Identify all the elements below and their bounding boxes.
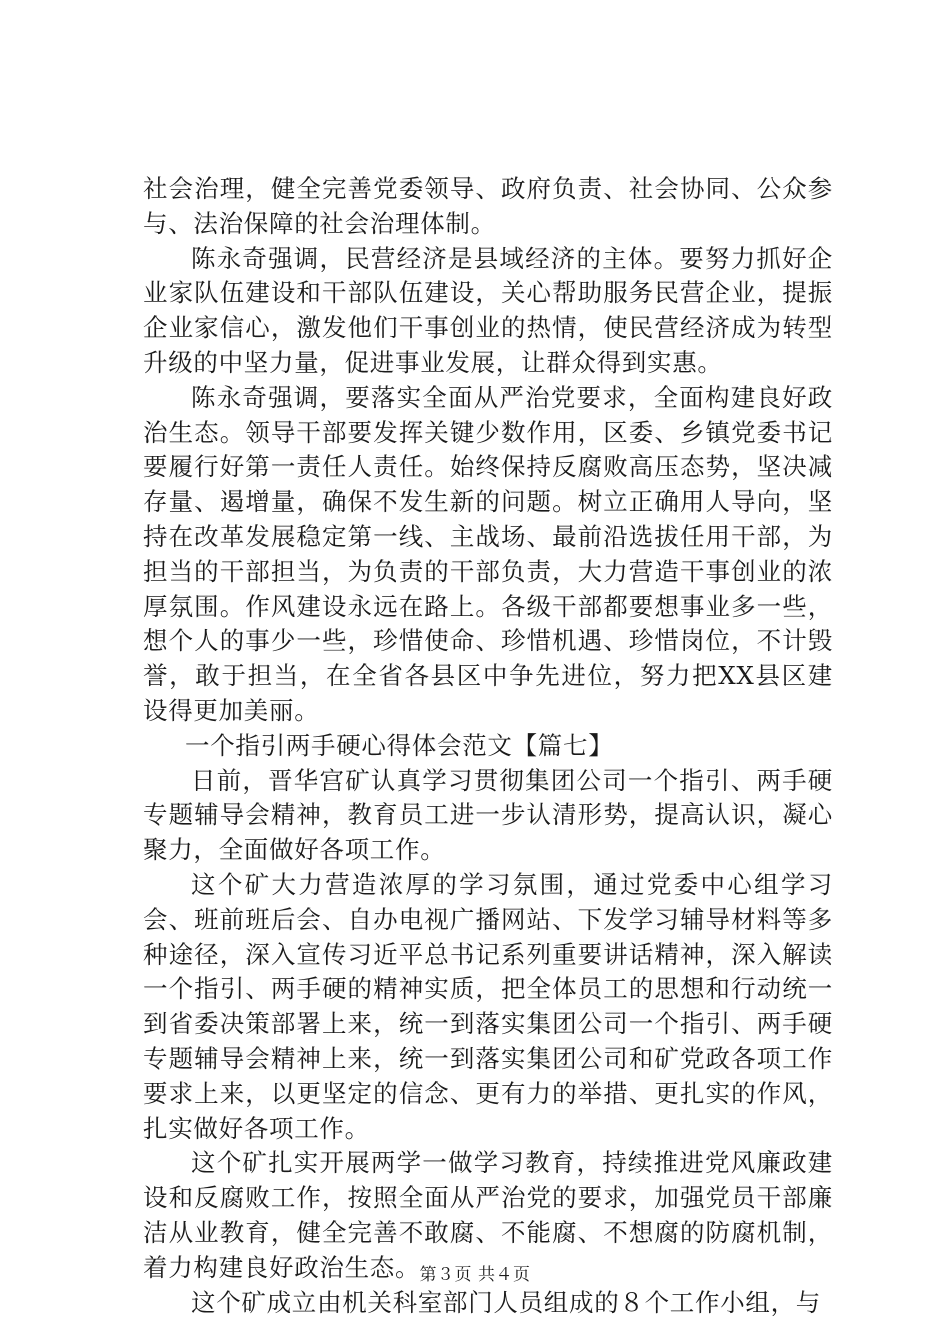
paragraph-2: 陈永奇强调，民营经济是县域经济的主体。要努力抓好企业家队伍建设和干部队伍建设，关心帮助服务民营企业，提振企业家信心，激发他们干事创业的热情，使民营经济成为转型升级的中坚力量，促进事业发展，让群众得到实惠。 [143,243,833,377]
paragraph-3: 陈永奇强调，要落实全面从严治党要求，全面构建良好政治生态。领导干部要发挥关键少数作用，区委、乡镇党委书记要履行好第一责任人责任。始终保持反腐败高压态势，坚决减存量、遏增量，确保不发生新的问题。树立正确用人导向，坚持在改革发展稳定第一线、主战场、最前沿选拔任用干部，为担当的干部担当，为负责的干部负责，大力营造干事创业的浓厚氛围。作风建设永远在路上。各级干部都要想事业多一些，想个人的事少一些，珍惜使命、珍惜机遇、珍惜岗位，不计毁誉，敢于担当，在全省各县区中争先进位，努力把XX县区建设得更加美丽。 [143,382,833,725]
paragraph-1: 社会治理，健全完善党委领导、政府负责、社会协同、公众参与、法治保障的社会治理体制。 [143,174,833,238]
section-paragraph-3: 这个矿扎实开展两学一做学习教育，持续推进党风廉政建设和反腐败工作，按照全面从严治党的要求，加强党员干部廉洁从业教育，健全完善不敢腐、不能腐、不想腐的防腐机制，着力构建良好政治生态。 [143,1148,833,1282]
section-paragraph-1: 日前，晋华宫矿认真学习贯彻集团公司一个指引、两手硬专题辅导会精神，教育员工进一步认清形势，提高认识，凝心聚力，全面做好各项工作。 [143,765,833,865]
page-number-label: 第３页 共４页 [419,1265,531,1285]
section-paragraph-2: 这个矿大力营造浓厚的学习氛围，通过党委中心组学习会、班前班后会、自办电视广播网站、下发学习辅导材料等多种途径，深入宣传习近平总书记系列重要讲话精神，深入解读一个指引、两手硬的精神实质，把全体员工的思想和行动统一到省委决策部署上来，统一到落实集团公司一个指引、两手硬专题辅导会精神上来，统一到落实集团公司和矿党政各项工作要求上来，以更坚定的信念、更有力的举措、更扎实的作风，扎实做好各项工作。 [143,869,833,1143]
page-footer [0,1264,950,1286]
document-body [143,172,833,1320]
section-heading: 一个指引两手硬心得体会范文【篇七】 [185,730,614,760]
section-paragraph-4: 这个矿成立由机关科室部门人员组成的８个工作小组，与 [191,1287,821,1317]
